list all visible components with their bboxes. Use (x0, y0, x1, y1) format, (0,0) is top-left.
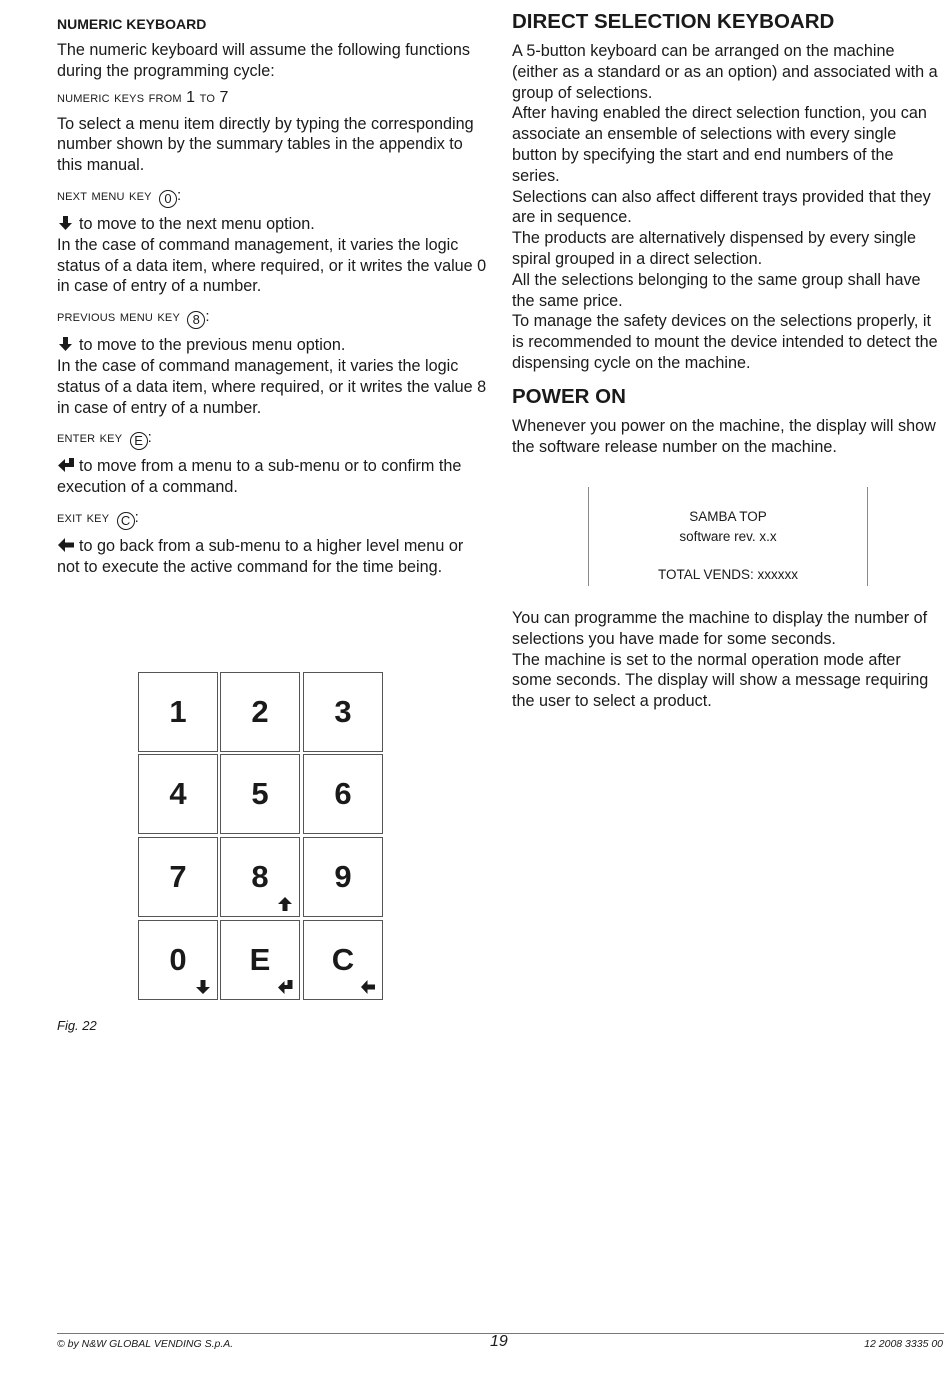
footer-copyright: © by N&W GLOBAL VENDING S.p.A. (57, 1338, 234, 1350)
display-line-model: SAMBA TOP (689, 509, 767, 524)
direct-selection-paragraph: The products are alternatively dispensed by every single spiral grouped in a direct selection. (512, 229, 917, 268)
numeric-keyboard-intro: The numeric keyboard will assume the following functions during the programming cycle: (57, 41, 470, 80)
section-title-direct-selection: DIRECT SELECTION KEYBOARD (512, 10, 835, 33)
keypad-key-2: 2 (220, 672, 300, 752)
power-on-text: Whenever you power on the machine, the display will show the software release number on the machine. (512, 416, 936, 456)
numeric-keys-text: To select a menu item directly by typing the corresponding number shown by the summary tables in the appendix to this manual. (57, 114, 474, 175)
numeric-keypad-figure (138, 672, 385, 1002)
section-title-numeric-keyboard: NUMERIC KEYBOARD (57, 16, 207, 32)
direct-selection-paragraph: Selections can also affect different trays provided that they are in sequence. (512, 187, 931, 227)
arrow-up-icon (277, 897, 293, 911)
direct-selection-paragraph: To manage the safety devices on the selections properly, it is recommended to mount the device intended to detect the dispensing cycle on the machine. (512, 312, 938, 372)
direct-selection-paragraph: A 5-button keyboard can be arranged on the machine (either as a standard or as an option) and associated with a group of selections. (512, 42, 938, 102)
left-column (57, 14, 487, 578)
section-title-power-on: POWER ON (512, 384, 626, 408)
keypad-key-6: 6 (303, 754, 383, 834)
keypad-key-4: 4 (138, 754, 218, 834)
keypad-key-0: 0 (138, 920, 218, 1000)
exit-key-text: to go back from a sub-menu to a higher level menu or not to execute the active command for the time being. (57, 536, 464, 576)
display-line-total-vends: TOTAL VENDS: xxxxxx (657, 567, 799, 582)
display-line-software-rev: software rev. x.x (679, 529, 777, 544)
power-on-paragraph: You can programme the machine to display the number of selections you have made for some seconds. (512, 609, 928, 648)
numeric-keys-subhead: numeric keys from 1 to 7 (57, 88, 229, 106)
enter-key-subhead: enter key E : (57, 429, 153, 449)
keypad-key-7: 7 (138, 837, 218, 917)
power-on-paragraph: The machine is set to the normal operation mode after some seconds. The display will show a message requiring the user to select a product. (512, 650, 929, 711)
figure-caption: Fig. 22 (57, 1018, 97, 1033)
arrow-down-icon (57, 216, 75, 230)
direct-selection-paragraph: After having enabled the direct selection function, you can associate an ensemble of selections with every single button by specifying the start and end numbers of the series. (512, 104, 927, 185)
keypad-key-e: E (220, 920, 300, 1000)
keypad-key-9: 9 (303, 837, 383, 917)
right-column (512, 9, 944, 457)
previous-menu-key-text: In the case of command management, it varies the logic status of a data item, where required, or it writes the value 8 in case of entry of a number. (57, 356, 487, 417)
key-8-circle-icon: 8 (187, 311, 205, 329)
keypad-key-3: 3 (303, 672, 383, 752)
power-on-followup (512, 608, 944, 712)
key-e-circle-icon: E (130, 432, 148, 450)
enter-return-icon (277, 980, 293, 994)
page-number: 19 (490, 1333, 508, 1350)
keypad-key-1: 1 (138, 672, 218, 752)
key-c-circle-icon: C (117, 512, 135, 530)
previous-menu-key-action: to move to the previous menu option. (57, 335, 487, 356)
direct-selection-paragraph: All the selections belonging to the same group shall have the same price. (512, 270, 921, 310)
keypad-key-5: 5 (220, 754, 300, 834)
document-code: 12 2008 3335 00 (864, 1338, 943, 1350)
arrow-left-icon (57, 538, 75, 552)
next-menu-key-text: In the case of command management, it varies the logic status of a data item, where required, or it writes the value 0 in case of entry of a number. (57, 235, 487, 296)
previous-menu-key-subhead: previous menu key 8 : (57, 308, 210, 328)
arrow-down-icon (195, 980, 211, 994)
keypad-key-c: C (303, 920, 383, 1000)
enter-return-icon (57, 458, 75, 472)
keypad-key-8: 8 (220, 837, 300, 917)
display-screen-illustration (588, 487, 868, 586)
exit-key-subhead: exit key C : (57, 508, 139, 528)
next-menu-key-action: to move to the next menu option. (57, 214, 487, 235)
enter-key-text: to move from a menu to a sub-menu or to confirm the execution of a command. (57, 457, 462, 497)
arrow-left-icon (360, 980, 376, 994)
next-menu-key-subhead: next menu key 0 : (57, 186, 182, 206)
key-0-circle-icon: 0 (159, 190, 177, 208)
arrow-down-icon (57, 337, 75, 351)
